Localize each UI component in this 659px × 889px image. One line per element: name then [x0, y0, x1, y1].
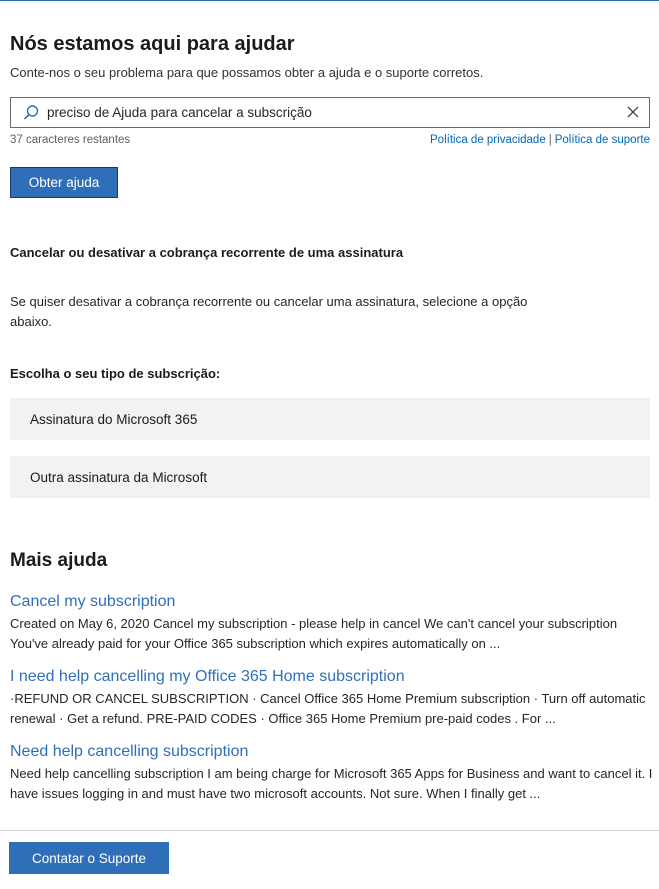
link-separator: |	[548, 134, 552, 146]
list-item	[10, 668, 655, 729]
privacy-policy-link[interactable]: Política de privacidade	[430, 134, 546, 146]
search-input-value[interactable]: preciso de Ajuda para cancelar a subscrição	[47, 105, 312, 120]
list-item	[10, 743, 655, 804]
footer-divider	[0, 830, 659, 831]
answer-heading: Cancelar ou desativar a cobrança recorrente de uma assinatura	[10, 245, 404, 260]
search-icon	[22, 104, 40, 122]
get-help-button[interactable]: Obter ajuda	[10, 167, 118, 198]
page-subtitle: Conte-nos o seu problema para que possamos obter a ajuda e o suporte corretos.	[10, 65, 484, 80]
result-link[interactable]: I need help cancelling my Office 365 Home subscription	[10, 668, 405, 685]
answer-body: Se quiser desativar a cobrança recorrente ou cancelar uma assinatura, selecione a opção abaixo.	[10, 294, 528, 329]
result-description: Need help cancelling subscription I am being charge for Microsoft 365 Apps for Business and want to cancel it. I have issues logging in and must have two microsoft accounts. Not sure. When I finally get ...	[10, 766, 653, 801]
result-link[interactable]: Cancel my subscription	[10, 593, 176, 610]
result-link[interactable]: Need help cancelling subscription	[10, 743, 249, 760]
result-description: ·REFUND OR CANCEL SUBSCRIPTION · Cancel Office 365 Home Premium subscription · Turn off automatic renewal · Get a refund. PRE-PAID CODES · Office 365 Home Premium pre-paid codes . For ...	[10, 691, 646, 726]
close-icon[interactable]	[625, 104, 641, 120]
option-other-microsoft-subscription[interactable]: Outra assinatura da Microsoft	[10, 456, 650, 498]
policy-links	[430, 134, 650, 146]
result-description: Created on May 6, 2020 Cancel my subscription - please help in cancel We can't cancel your subscription You've already paid for your Office 365 subscription which expires automatically on ...	[10, 616, 618, 651]
more-help-title: Mais ajuda	[10, 550, 108, 571]
option-microsoft-365[interactable]: Assinatura do Microsoft 365	[10, 398, 650, 440]
characters-remaining: 37 caracteres restantes	[10, 134, 131, 146]
support-policy-link[interactable]: Política de suporte	[554, 134, 650, 146]
page-title: Nós estamos aqui para ajudar	[10, 33, 295, 55]
subscription-type-label: Escolha o seu tipo de subscrição:	[10, 366, 221, 381]
search-input[interactable]	[10, 97, 650, 128]
top-accent-line	[0, 0, 659, 1]
list-item	[10, 593, 655, 654]
contact-support-button[interactable]: Contatar o Suporte	[9, 842, 169, 874]
